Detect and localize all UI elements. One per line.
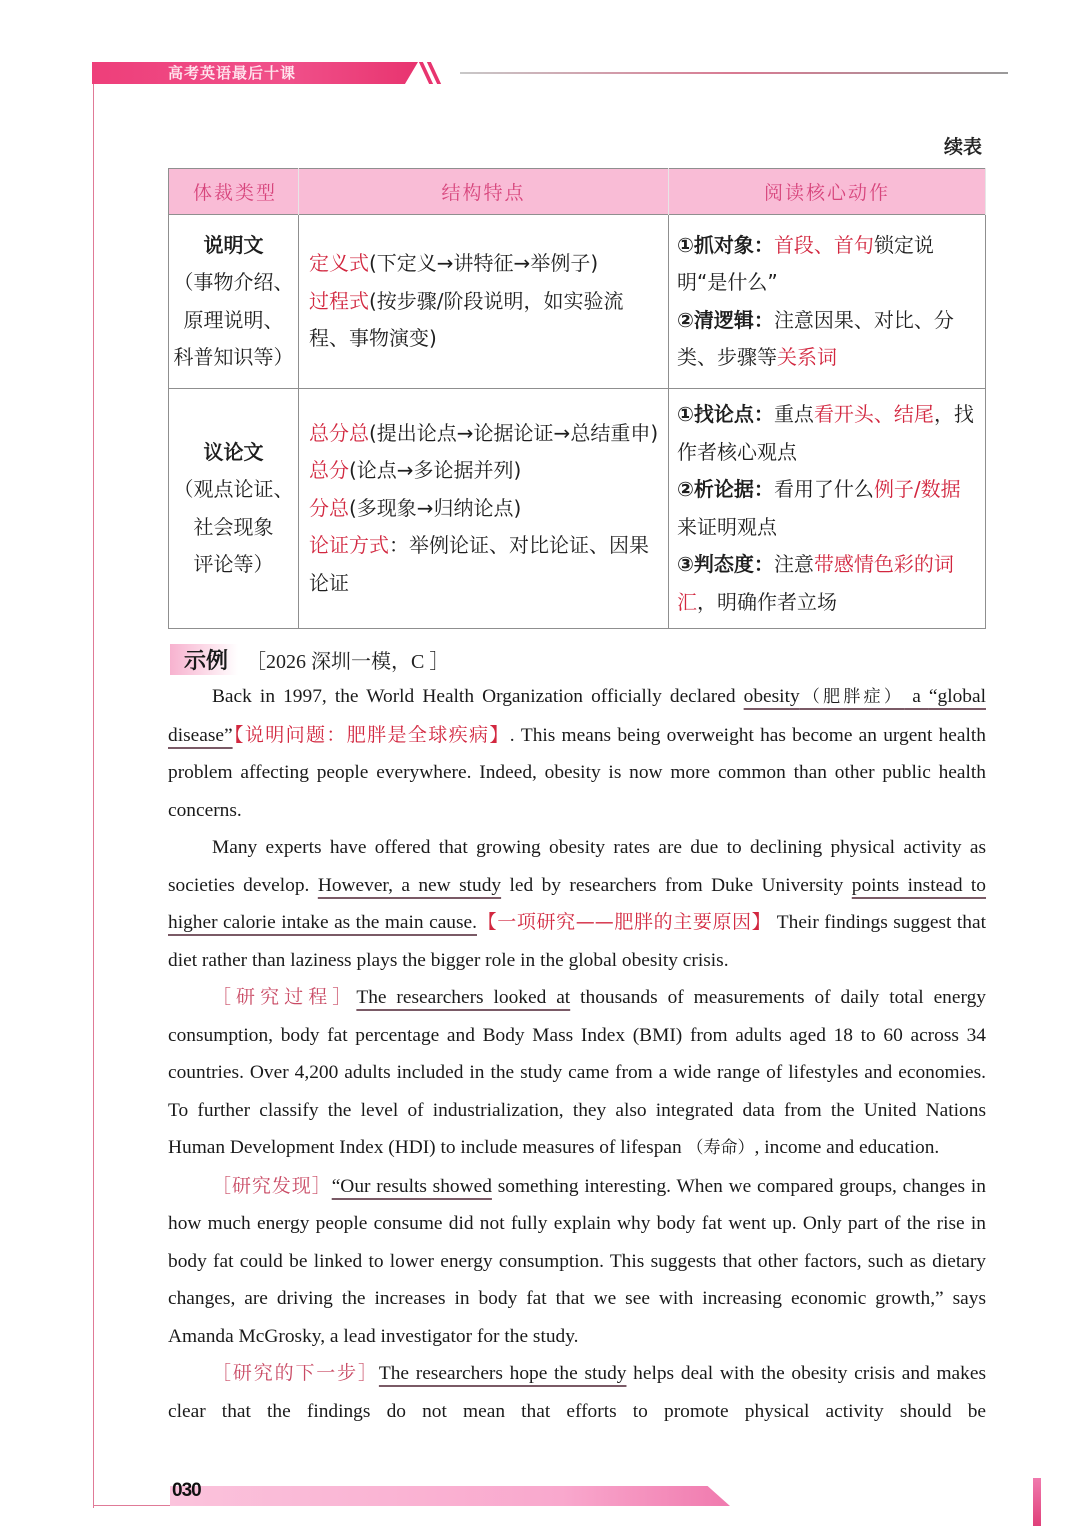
structure-desc: (下定义→讲特征→举例子) — [369, 251, 599, 276]
action-text: 看用了什么 — [773, 477, 874, 501]
text: thousands of measurements of daily total energy consumption, body fat percentage and Body Mass Index (BMI) from adults aged 18 to 60 across 34 countries. Over 4,200 adults included in the study came from a wide range of lifestyles and economies. To further classify the level of industrialization, they also integrated data from the United Nations Human Development Index (HDI) to include measures of lifespan — [168, 987, 986, 1158]
underlined-phrase: “global disease” — [168, 686, 986, 746]
structure-key: 分总 — [309, 495, 349, 520]
genre-name: 说明文 — [203, 232, 264, 257]
underlined-phrase: However, a new study — [317, 874, 502, 896]
section-tag: ［研究发现］ — [212, 1174, 332, 1197]
action-text: 锁定说明“是什么” — [677, 232, 934, 294]
action-text: 注意 — [773, 552, 814, 576]
action-text: ，明确作者立场 — [697, 589, 837, 614]
left-margin-rule — [93, 84, 94, 1508]
structure-key: 总分总 — [309, 420, 369, 445]
annotation-note: 【说明问题：肥胖是全球疾病】 — [232, 723, 510, 746]
section-tag: ［研究的下一步］ — [212, 1362, 379, 1384]
structure-item — [309, 490, 660, 528]
structure-item — [309, 527, 660, 602]
action-item — [677, 546, 977, 621]
genre-note: 原理说明、 — [183, 307, 284, 332]
table-header-row — [169, 169, 986, 215]
structure-cell — [299, 215, 669, 389]
underlined-phrase: “Our results showed — [331, 1175, 492, 1197]
section-tag: ［研究过程］ — [212, 986, 357, 1008]
action-text: 重点 — [773, 402, 814, 426]
structure-item — [309, 452, 660, 490]
article-passage — [168, 678, 986, 1430]
gloss: （肥胖症） — [799, 687, 905, 707]
structure-desc: (按步骤/阶段说明，如实验流程、事物演变) — [309, 288, 624, 351]
text: something interesting. When we compared groups, changes in how much energy people consume did not fully explain why body fat went up. Only part of the rise in body fat could be linked to lower energy consumption. This suggests that other factors, such as dietary changes, are driving the increases in body fat that we see with increasing economic growth,” says Amanda McGrosky, a lead investigator for the study. — [168, 1175, 986, 1347]
footer-rule — [93, 1505, 173, 1506]
action-highlight: 首段、首句 — [773, 232, 874, 257]
action-label: ①抓对象： — [677, 232, 774, 257]
structure-key: 过程式 — [309, 288, 369, 313]
text: Their findings suggest that diet rather than laziness plays the bigger role in the global obesity crisis. — [168, 912, 986, 971]
genre-cell — [169, 389, 299, 629]
text: , income and education. — [754, 1137, 940, 1158]
table-row — [169, 389, 986, 629]
text: . This means being overweight has become an urgent health problem affecting people everywhere. Indeed, obesity is now more common than other public health concerns. — [168, 724, 986, 821]
action-highlight: 例子/数据 — [873, 477, 961, 501]
paragraph — [168, 979, 986, 1168]
text: led by researchers from Duke University — [501, 874, 852, 896]
action-text: 来证明观点 — [677, 514, 777, 539]
action-label: ②清逻辑： — [677, 307, 774, 332]
action-label: ②析论据： — [677, 477, 774, 501]
genre-note: 科普知识等） — [173, 345, 294, 369]
action-label: ③判态度： — [677, 552, 774, 576]
page-edge-mark — [1033, 1478, 1041, 1526]
column-header-structure: 结构特点 — [299, 169, 669, 215]
structure-key: 定义式 — [309, 251, 369, 276]
structure-desc: ：举例论证、对比论证、因果论证 — [309, 533, 649, 595]
structure-item — [309, 245, 660, 283]
action-label: ①找论点： — [677, 402, 774, 426]
structure-key: 论证方式 — [309, 533, 389, 558]
paragraph — [168, 829, 986, 979]
text: helps deal with the obesity crisis and makes clear that the findings do not mean that efforts to promote physical activity should be — [168, 1363, 986, 1422]
structure-desc: (提出论点→论据论证→总结重申) — [369, 420, 659, 445]
text: Many experts have offered that growing obesity rates are due to declining physical activity as societies develop. — [168, 837, 986, 896]
text: Back in 1997, the World Health Organization officially declared — [212, 686, 744, 707]
header-rule — [460, 72, 1008, 74]
underlined-phrase: points instead to higher calorie intake as the main cause. — [168, 874, 987, 933]
action-highlight: 看开头、结尾 — [813, 402, 934, 426]
actions-cell — [669, 215, 986, 389]
actions-cell — [669, 389, 986, 629]
text: obesity — [743, 686, 800, 707]
action-text: ，找作者核心观点 — [677, 402, 974, 464]
action-item — [677, 396, 977, 471]
genre-note: （事物介绍、 — [173, 270, 294, 294]
action-item — [677, 471, 977, 546]
action-item — [677, 302, 977, 377]
annotation-note: 【一项研究——肥胖的主要原因】 — [477, 911, 772, 933]
underlined-phrase — [744, 686, 929, 707]
action-item — [677, 227, 977, 302]
continued-table-label: 续表 — [943, 136, 982, 158]
table-row — [169, 215, 986, 389]
example-source: ［2026 深圳一模，C ］ — [246, 650, 450, 673]
action-highlight: 带感情色彩的词汇 — [677, 552, 954, 614]
genre-note: （观点论证、 — [173, 477, 294, 501]
footer-band — [170, 1486, 730, 1506]
column-header-genre: 体裁类型 — [169, 169, 299, 215]
underlined-phrase: The researchers hope the study — [378, 1363, 627, 1384]
structure-key: 总分 — [309, 458, 349, 483]
genre-note: 评论等） — [193, 552, 274, 576]
example-heading — [170, 645, 449, 673]
text: a — [904, 686, 929, 707]
structure-item — [309, 283, 660, 358]
genre-name: 议论文 — [203, 439, 264, 464]
structure-desc: (论点→多论据并列) — [349, 458, 522, 483]
paragraph — [168, 1168, 986, 1356]
paragraph — [168, 678, 986, 829]
underlined-phrase: The researchers looked at — [356, 987, 571, 1008]
structure-item — [309, 415, 660, 453]
structure-desc: (多现象→归纳论点) — [349, 495, 522, 520]
column-header-actions: 阅读核心动作 — [669, 169, 986, 215]
page-number: 030 — [172, 1480, 201, 1501]
structure-cell — [299, 389, 669, 629]
action-text: 注意因果、对比、分类、步骤等 — [677, 307, 954, 369]
genre-cell — [169, 215, 299, 389]
genre-table — [168, 168, 986, 629]
paragraph — [168, 1355, 986, 1430]
book-title: 高考英语最后十课 — [168, 64, 297, 82]
gloss: （寿命） — [686, 1138, 755, 1158]
example-tag: 示例 — [170, 644, 238, 675]
genre-note: 社会现象 — [193, 514, 274, 539]
action-highlight: 关系词 — [777, 345, 837, 369]
